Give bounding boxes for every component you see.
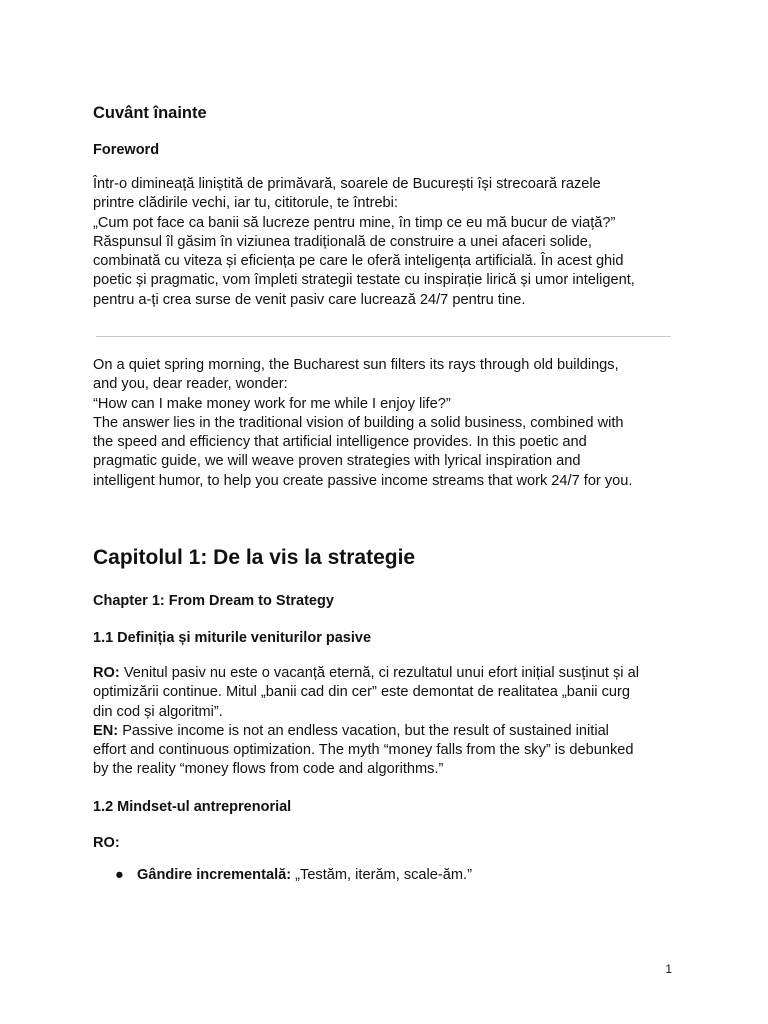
text-line: poetic și pragmatic, vom împleti strategii testate cu inspirație lirică și umor inteligent, [93,272,635,289]
list-item [115,867,472,883]
chapter-title-ro: Capitolul 1: De la vis la strategie [93,546,416,569]
horizontal-divider [96,336,671,337]
foreword-title-en: Foreword [93,142,160,158]
text-line: combinată cu viteza și eficiența pe care le oferă inteligența artificială. În acest ghid [93,253,624,270]
section-1-1-title: 1.1 Definiția și miturile veniturilor pasive [93,630,372,646]
text-fragment: Passive income is not an endless vacation, but the result of sustained initial [118,722,609,739]
text-line: „Cum pot face ca banii să lucreze pentru mine, în timp ce eu mă bucur de viață?” [93,214,616,231]
section-1-2-ro-label: RO: [93,835,120,851]
section-1-1-paragraph [93,664,678,780]
text-line [93,722,678,741]
text-line: “How can I make money work for me while I enjoy life?” [93,395,451,412]
text-line: printre clădirile vechi, iar tu, cititorule, te întrebi: [93,195,398,212]
foreword-paragraph-en [93,356,678,491]
foreword-title-ro: Cuvânt înainte [93,104,207,122]
text-line: din cod și algoritmi”. [93,703,223,720]
text-line: by the reality “money flows from code and algorithms.” [93,761,444,778]
text-line: Într-o dimineață liniștită de primăvară, soarele de București își strecoară razele [93,176,601,192]
bullet-icon: ● [115,867,124,883]
text-fragment: Venitul pasiv nu este o vacanță eternă, ci rezultatul unui efort inițial susținut și al [119,665,639,681]
text-line: intelligent humor, to help you create passive income streams that work 24/7 for you. [93,472,633,489]
foreword-paragraph-ro [93,175,678,310]
ro-label: RO: [93,665,120,681]
text-line: The answer lies in the traditional vision of building a solid business, combined with [93,414,624,431]
text-line: On a quiet spring morning, the Bucharest sun filters its rays through old buildings, [93,357,619,373]
text-line: pragmatic guide, we will weave proven strategies with lyrical inspiration and [93,453,581,470]
section-1-2-title: 1.2 Mindset-ul antreprenorial [93,799,292,815]
bullet-bold-text: Gândire incrementală: [137,867,292,883]
text-line: optimizării continue. Mitul „banii cad din cer” este demontat de realitatea „banii curg [93,684,630,701]
bullet-text: „Testăm, iterăm, scale-ăm.” [291,867,472,883]
text-line: and you, dear reader, wonder: [93,376,288,393]
text-line: effort and continuous optimization. The myth “money falls from the sky” is debunked [93,742,634,759]
en-label: EN: [93,722,119,739]
text-line: the speed and efficiency that artificial intelligence provides. In this poetic and [93,434,587,451]
text-line: Răspunsul îl găsim în viziunea tradițională de construire a unei afaceri solide, [93,233,592,250]
page-number: 1 [665,962,672,976]
text-line: pentru a-ți crea surse de venit pasiv care lucrează 24/7 pentru tine. [93,291,526,308]
text-line [93,664,678,683]
chapter-title-en: Chapter 1: From Dream to Strategy [93,593,334,609]
